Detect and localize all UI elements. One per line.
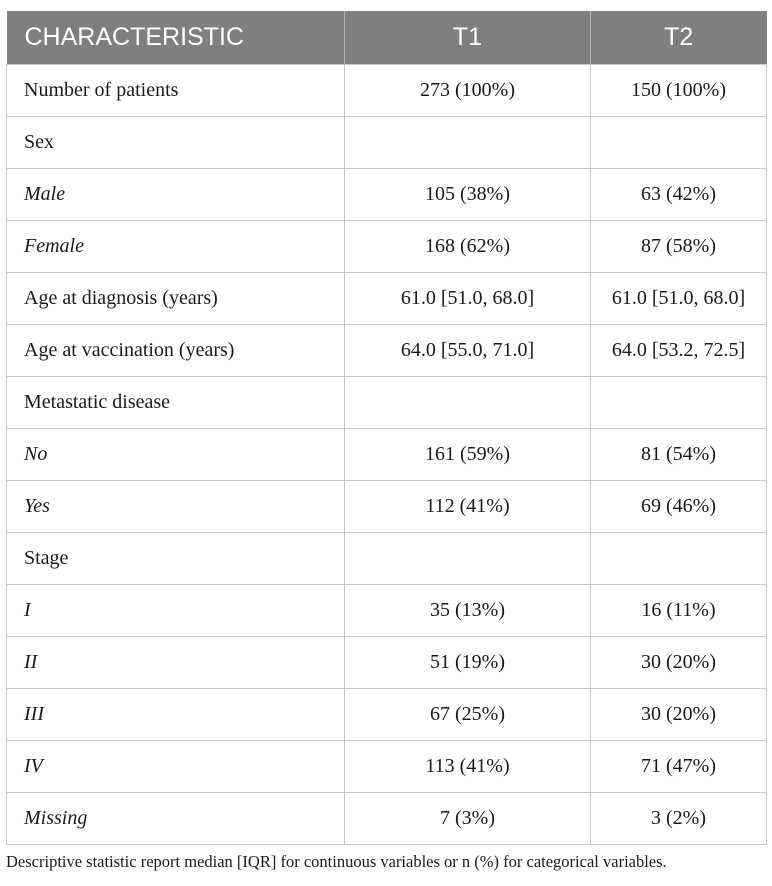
cell-t1: 273 (100%) — [345, 64, 591, 116]
table-row — [7, 740, 767, 792]
cell-t2: 87 (58%) — [591, 220, 767, 272]
header-characteristic: CHARACTERISTIC — [24, 22, 244, 51]
row-label: Male — [7, 168, 345, 220]
table-body — [7, 64, 767, 844]
cell-t2: 16 (11%) — [591, 584, 767, 636]
cell-t2: 61.0 [51.0, 68.0] — [591, 272, 767, 324]
cell-t1 — [345, 532, 591, 584]
cell-t1: 113 (41%) — [345, 740, 591, 792]
row-label: Age at diagnosis (years) — [7, 272, 345, 324]
cell-t1: 64.0 [55.0, 71.0] — [345, 324, 591, 376]
cell-t1: 168 (62%) — [345, 220, 591, 272]
cell-t1: 7 (3%) — [345, 792, 591, 844]
table-row — [7, 116, 767, 168]
cell-t2 — [591, 116, 767, 168]
row-label: Yes — [7, 480, 345, 532]
table-row — [7, 64, 767, 116]
row-label: Age at vaccination (years) — [7, 324, 345, 376]
cell-t1: 35 (13%) — [345, 584, 591, 636]
cell-t1: 67 (25%) — [345, 688, 591, 740]
table-row — [7, 792, 767, 844]
cell-t1: 105 (38%) — [345, 168, 591, 220]
cell-t1: 112 (41%) — [345, 480, 591, 532]
table-row — [7, 688, 767, 740]
row-label: IV — [7, 740, 345, 792]
cell-t2: 63 (42%) — [591, 168, 767, 220]
row-label: Metastatic disease — [7, 376, 345, 428]
cell-t2: 30 (20%) — [591, 688, 767, 740]
row-label: Missing — [7, 792, 345, 844]
header-t2: T2 — [591, 11, 767, 64]
table-row — [7, 220, 767, 272]
cell-t2: 150 (100%) — [591, 64, 767, 116]
table-row — [7, 480, 767, 532]
cell-t2: 3 (2%) — [591, 792, 767, 844]
row-label: Female — [7, 220, 345, 272]
cell-t1 — [345, 376, 591, 428]
cell-t2: 69 (46%) — [591, 480, 767, 532]
cell-t1: 61.0 [51.0, 68.0] — [345, 272, 591, 324]
cell-t2: 71 (47%) — [591, 740, 767, 792]
table-row — [7, 584, 767, 636]
table-footnote: Descriptive statistic report median [IQR] for continuous variables or n (%) for categorical variables. — [6, 852, 667, 871]
cell-t2: 30 (20%) — [591, 636, 767, 688]
cell-t2 — [591, 532, 767, 584]
row-label: Sex — [7, 116, 345, 168]
row-label: II — [7, 636, 345, 688]
table-row — [7, 376, 767, 428]
cell-t2: 81 (54%) — [591, 428, 767, 480]
table-row — [7, 272, 767, 324]
row-label: Stage — [7, 532, 345, 584]
characteristics-table — [6, 11, 767, 845]
cell-t1: 51 (19%) — [345, 636, 591, 688]
cell-t1 — [345, 116, 591, 168]
row-label: I — [7, 584, 345, 636]
cell-t1: 161 (59%) — [345, 428, 591, 480]
cell-t2: 64.0 [53.2, 72.5] — [591, 324, 767, 376]
header-t1: T1 — [345, 11, 591, 64]
row-label: No — [7, 428, 345, 480]
cell-t2 — [591, 376, 767, 428]
table-row — [7, 636, 767, 688]
table-row — [7, 532, 767, 584]
row-label: Number of patients — [7, 64, 345, 116]
table-row — [7, 168, 767, 220]
table-header-row — [7, 11, 767, 64]
row-label: III — [7, 688, 345, 740]
table-row — [7, 428, 767, 480]
table-row — [7, 324, 767, 376]
